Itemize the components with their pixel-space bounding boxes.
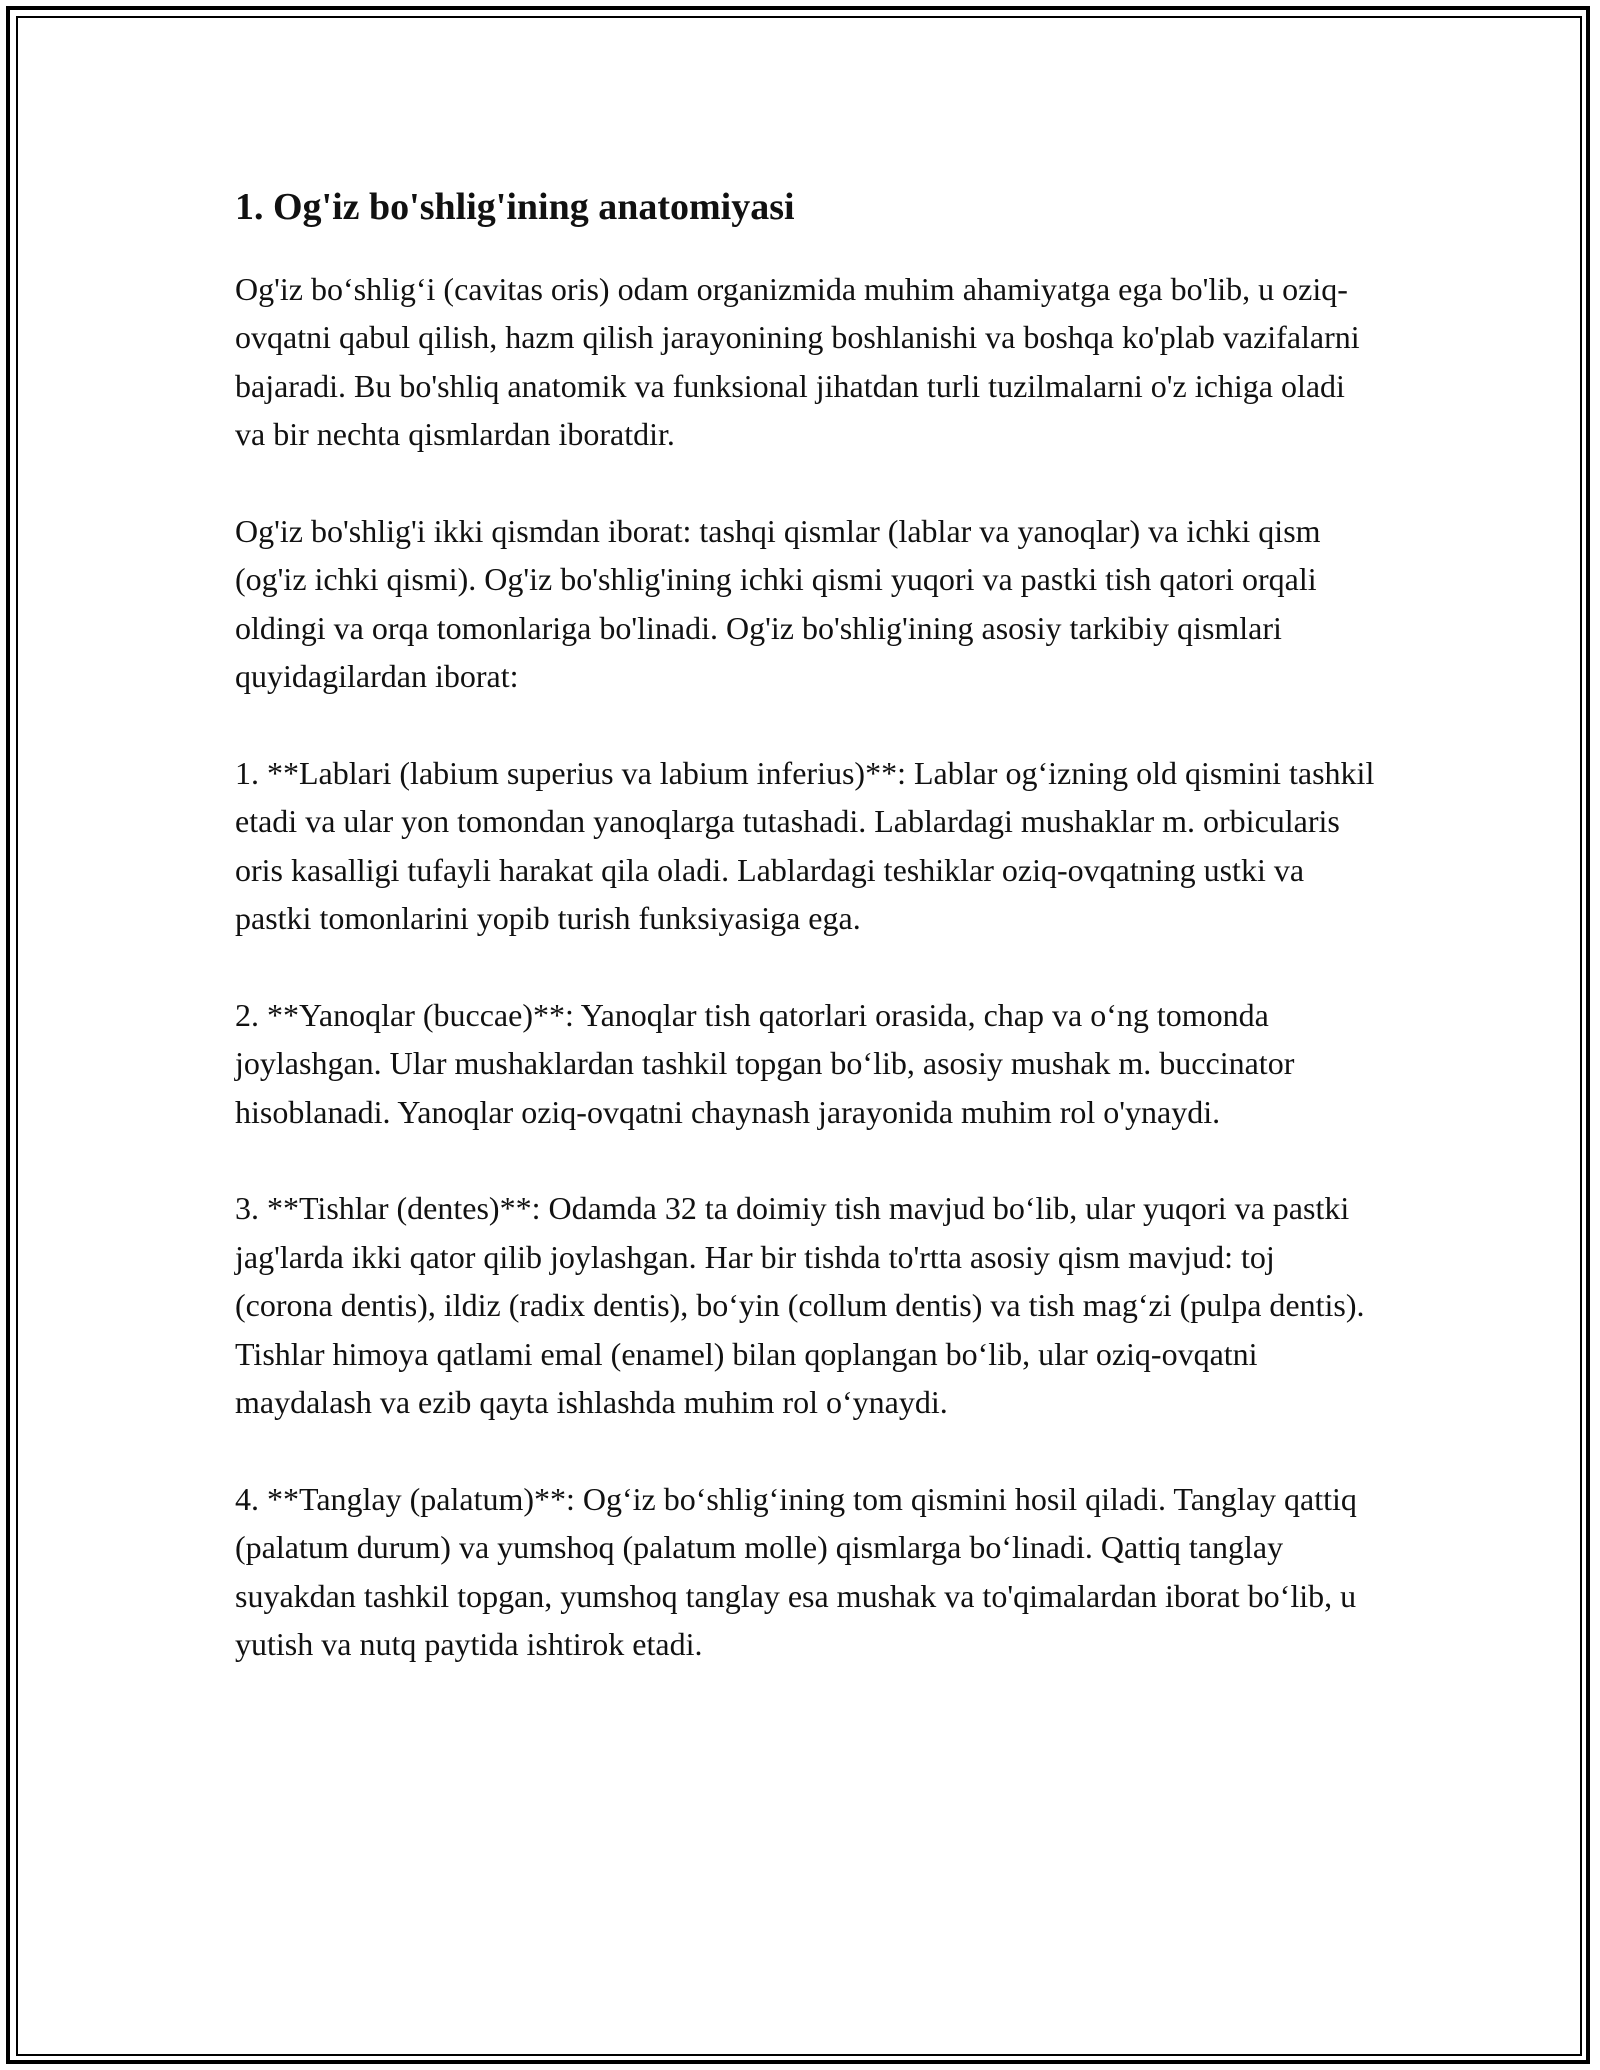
document-title: 1. Og'iz bo'shlig'ining anatomiyasi — [235, 186, 795, 228]
document-body — [235, 185, 1375, 1717]
paragraph-palate: 4. **Tanglay (palatum)**: Og‘iz bo‘shlig‘ining tom qismini hosil qiladi. Tanglay qattiq (palatum durum) va yumshoq (palatum molle) qismlarga bo‘linadi. Qattiq tanglay suyakdan tashkil topgan, yumshoq tanglay esa mushak va to'qimalardan iborat bo‘lib, u yutish va nutq paytida ishtirok etadi. — [235, 1480, 1357, 1663]
paragraph-structure: Og'iz bo'shlig'i ikki qismdan iborat: tashqi qismlar (lablar va yanoqlar) va ichki qism (og'iz ichki qismi). Og'iz bo'shlig'ining ichki qismi yuqori va pastki tish qatori orqali oldingi va orqa tomonlariga bo'linadi. Og'iz bo'shlig'ining asosiy tarkibiy qismlari quyidagilardan iborat: — [235, 512, 1321, 695]
paragraph-lips: 1. **Lablari (labium superius va labium inferius)**: Lablar og‘izning old qismini tashkil etadi va ular yon tomondan yanoqlarga tutashadi. Lablardagi mushaklar m. orbicularis oris kasalligi tufayli harakat qila oladi. Lablardagi teshiklar oziq-ovqatning ustki va pastki tomonlarini yopib turish funksiyasiga ega. — [235, 754, 1375, 937]
paragraph-cheeks: 2. **Yanoqlar (buccae)**: Yanoqlar tish qatorlari orasida, chap va o‘ng tomonda joylashgan. Ular mushaklardan tashkil topgan bo‘lib, asosiy mushak m. buccinator hisoblanadi. Yanoqlar oziq-ovqatni chaynash jarayonida muhim rol o'ynaydi. — [235, 996, 1295, 1130]
paragraph-teeth: 3. **Tishlar (dentes)**: Odamda 32 ta doimiy tish mavjud bo‘lib, ular yuqori va pastki jag'larda ikki qator qilib joylashgan. Har bir tishda to'rtta asosiy qism mavjud: toj (corona dentis), ildiz (radix dentis), bo‘yin (collum dentis) va tish mag‘zi (pulpa dentis). Tishlar himoya qatlami emal (enamel) bilan qoplangan bo‘lib, ular oziq-ovqatni maydalash va ezib qayta ishlashda muhim rol o‘ynaydi. — [235, 1190, 1365, 1421]
paragraph-intro: Og'iz bo‘shlig‘i (cavitas oris) odam organizmida muhim ahamiyatga ega bo'lib, u oziq-ovqatni qabul qilish, hazm qilish jarayonining boshlanishi va boshqa ko'plab vazifalarni bajaradi. Bu bo'shliq anatomik va funksional jihatdan turli tuzilmalarni o'z ichiga oladi va bir nechta qismlardan iboratdir. — [235, 270, 1360, 453]
